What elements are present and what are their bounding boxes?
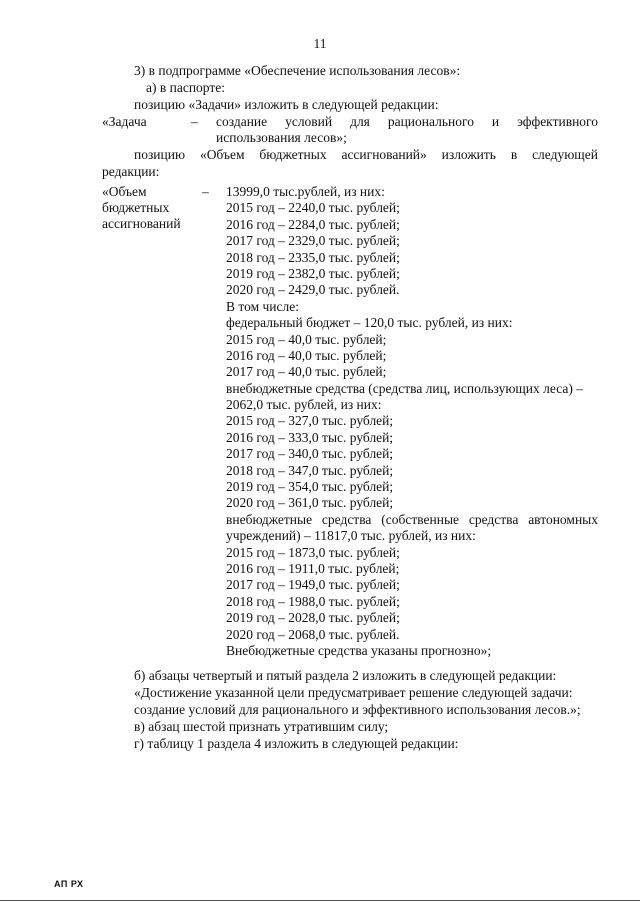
budget-line: 2018 год – 347,0 тыс. рублей;	[226, 462, 394, 478]
budget-line: 2017 год – 2329,0 тыс. рублей;	[226, 233, 400, 249]
budget-line: 2018 год – 1988,0 тыс. рублей;	[226, 593, 400, 609]
budget-line: 2020 год – 2429,0 тыс. рублей.	[226, 282, 400, 298]
budget-block	[226, 184, 598, 659]
budget-line: 2062,0 тыс. рублей, из них:	[226, 397, 382, 413]
budget-line: 2018 год – 2335,0 тыс. рублей;	[226, 249, 400, 265]
tasks-label: «Задача	[102, 114, 147, 129]
paragraph-subprogram: 3) в подпрограмме «Обеспечение использования лесов»:	[134, 63, 461, 78]
tasks-text-line-2: использования лесов»;	[216, 130, 347, 145]
paragraph-g: г) таблицу 1 раздела 4 изложить в следующей редакции:	[134, 736, 459, 751]
tasks-word: для	[350, 114, 370, 129]
budget-line: 2017 год – 1949,0 тыс. рублей;	[226, 577, 400, 593]
tasks-word: и	[491, 114, 500, 129]
paragraph-goal-quote-cont: создание условий для рационального и эффективного использования лесов.»;	[134, 702, 581, 717]
paragraph-v: в) абзац шестой признать утратившим силу;	[134, 719, 389, 734]
budget-line: 2015 год – 2240,0 тыс. рублей;	[226, 200, 400, 216]
budget-line: 2019 год – 354,0 тыс. рублей;	[226, 479, 394, 495]
paragraph-passport: а) в паспорте:	[146, 80, 226, 95]
budget-line: 13999,0 тыс.рублей, из них:	[226, 184, 385, 199]
budget-line: 2017 год – 340,0 тыс. рублей;	[226, 446, 394, 462]
budget-line: внебюджетные средства (собственные средства автономных	[226, 511, 598, 527]
tasks-dash: –	[191, 114, 198, 129]
budget-dash: –	[202, 184, 209, 199]
budget-line: 2016 год – 333,0 тыс. рублей;	[226, 429, 394, 445]
tasks-word: эффективного	[517, 114, 598, 129]
budget-line: 2015 год – 40,0 тыс. рублей;	[226, 331, 387, 347]
budget-line: Внебюджетные средства указаны прогнозно»;	[226, 642, 492, 658]
budget-line: 2019 год – 2382,0 тыс. рублей;	[226, 265, 400, 281]
budget-line: 2016 год – 1911,0 тыс. рублей;	[226, 560, 400, 576]
position-word: «Объем	[199, 147, 245, 162]
budget-line: 2016 год – 2284,0 тыс. рублей;	[226, 216, 400, 232]
budget-line: 2019 год – 2028,0 тыс. рублей;	[226, 610, 400, 626]
budget-line: 2016 год – 40,0 тыс. рублей;	[226, 347, 387, 363]
paragraph-budget-position-cont: редакции:	[102, 164, 160, 179]
budget-label-1: «Объем	[102, 184, 147, 199]
budget-line: 2015 год – 1873,0 тыс. рублей;	[226, 544, 400, 560]
paragraph-tasks-position: позицию «Задачи» изложить в следующей редакции:	[134, 97, 439, 112]
budget-line: 2020 год – 361,0 тыс. рублей;	[226, 495, 394, 511]
budget-label-3: ассигнований	[102, 216, 181, 231]
budget-line: учреждений) – 11817,0 тыс. рублей, из них:	[226, 528, 476, 544]
paragraph-budget-position	[134, 147, 598, 163]
position-word: ассигнований»	[341, 147, 427, 162]
budget-line: внебюджетные средства (средства лиц, использующих леса) –	[226, 380, 583, 396]
budget-line: В том числе:	[226, 298, 299, 314]
position-word: позицию	[134, 147, 186, 162]
budget-line: 2017 год – 40,0 тыс. рублей;	[226, 364, 387, 380]
paragraph-b: б) абзацы четвертый и пятый раздела 2 изложить в следующей редакции:	[134, 668, 557, 683]
budget-label-2: бюджетных	[102, 200, 170, 215]
budget-line: федеральный бюджет – 120,0 тыс. рублей, из них:	[226, 315, 513, 331]
paragraph-goal-quote: «Достижение указанной цели предусматривает решение следующей задачи:	[134, 685, 573, 700]
tasks-word: условий	[285, 114, 333, 129]
budget-line: 2015 год – 327,0 тыс. рублей;	[226, 413, 394, 429]
bottom-rule	[0, 900, 640, 901]
budget-line: 2020 год – 2068,0 тыс. рублей.	[226, 626, 400, 642]
tasks-text-line-1	[216, 114, 598, 130]
footer-stamp: АП РХ	[54, 879, 84, 889]
tasks-word: создание	[216, 114, 268, 129]
position-word: следующей	[532, 147, 598, 162]
position-word: бюджетных	[259, 147, 327, 162]
tasks-word: рационального	[387, 114, 474, 129]
position-word: изложить	[441, 147, 496, 162]
page-number: 11	[313, 36, 327, 51]
position-word: в	[510, 147, 518, 162]
